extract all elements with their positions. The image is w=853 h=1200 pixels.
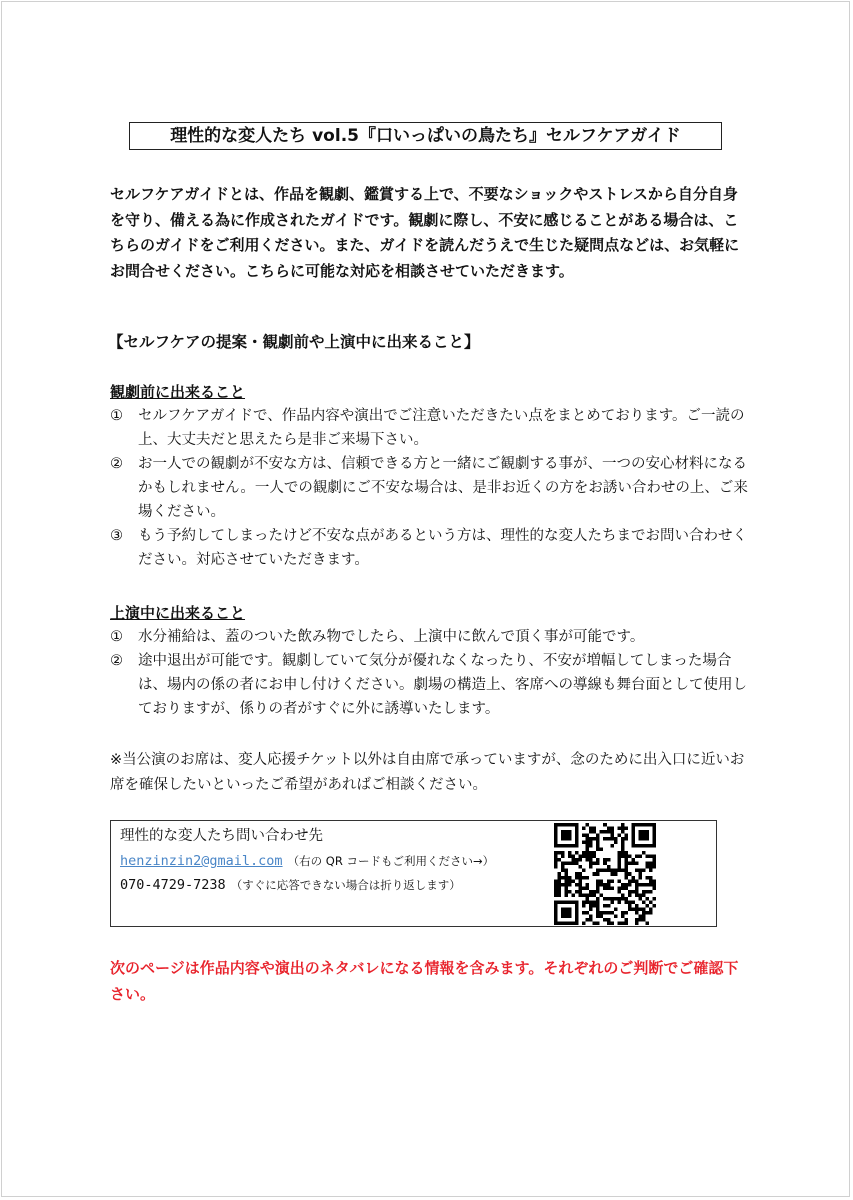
item-number: ② — [110, 456, 123, 472]
contact-email-row — [120, 849, 494, 872]
intro-paragraph: セルフケアガイドとは、作品を観劇、鑑賞する上で、不要なショックやストレスから自分自身を守り、備える為に作成されたガイドです。観劇に際し、不安に感じることがある場合は、こちらのガイドをご利用ください。また、ガイドを読んだうえで生じた疑問点などは、お気軽にお問合せください。こちらに可能な対応を相談させていただきます。 — [110, 185, 740, 280]
list-item — [110, 649, 750, 721]
before-heading: 観劇前に出来ること — [110, 383, 246, 401]
email-note: （右の QR コードもご利用ください→） — [287, 854, 495, 868]
document-title: 理性的な変人たち vol.5『口いっぱいの鳥たち』セルフケアガイド — [129, 122, 722, 150]
spoiler-warning: 次のページは作品内容や演出のネタバレになる情報を含みます。それぞれのご判断でご確認下さい。 — [110, 959, 739, 1003]
phone-number: 070-4729-7238 — [120, 877, 226, 893]
item-text: 途中退出が可能です。観劇していて気分が優れなくなったり、不安が増幅してしまった場合は、場内の係の者にお申し付けください。劇場の構造上、客席への導線も舞台面として使用しておりますが、係りの者がすぐに外に誘導いたします。 — [138, 653, 747, 717]
item-text: お一人での観劇が不安な方は、信頼できる方と一緒にご観劇する事が、一つの安心材料になるかもしれません。一人での観劇にご不安な場合は、是非お近くの方をお誘い合わせの上、ご来場ください。 — [138, 456, 748, 520]
email-link[interactable]: henzinzin2@gmail.com — [120, 853, 283, 869]
section-heading: 【セルフケアの提案・観劇前や上演中に出来ること】 — [108, 333, 480, 351]
list-item — [110, 625, 750, 649]
item-number: ① — [110, 629, 123, 645]
during-list — [110, 625, 750, 721]
qr-code-icon[interactable] — [554, 823, 656, 925]
before-list — [110, 404, 750, 572]
item-text: 水分補給は、蓋のついた飲み物でしたら、上演中に飲んで頂く事が可能です。 — [138, 629, 645, 645]
contact-phone-row — [120, 873, 461, 896]
list-item — [110, 524, 750, 572]
during-heading: 上演中に出来ること — [110, 604, 246, 622]
item-text: もう予約してしまったけど不安な点があるという方は、理性的な変人たちまでお問い合わせください。対応させていただきます。 — [138, 528, 747, 568]
phone-note: （すぐに応答できない場合は折り返します） — [230, 878, 461, 892]
contact-title: 理性的な変人たち問い合わせ先 — [120, 828, 323, 844]
item-text: セルフケアガイドで、作品内容や演出でご注意いただきたい点をまとめております。ご一読の上、大丈夫だと思えたら是非ご来場下さい。 — [138, 408, 745, 448]
list-item — [110, 404, 750, 452]
contact-box — [110, 820, 717, 927]
list-item — [110, 452, 750, 524]
item-number: ③ — [110, 528, 123, 544]
item-number: ① — [110, 408, 123, 424]
item-number: ② — [110, 653, 123, 669]
page-border — [1, 1, 850, 1197]
seating-note: ※当公演のお席は、変人応援チケット以外は自由席で承っていますが、念のために出入口に近いお席を確保したいといったご希望があればご相談ください。 — [110, 752, 745, 793]
